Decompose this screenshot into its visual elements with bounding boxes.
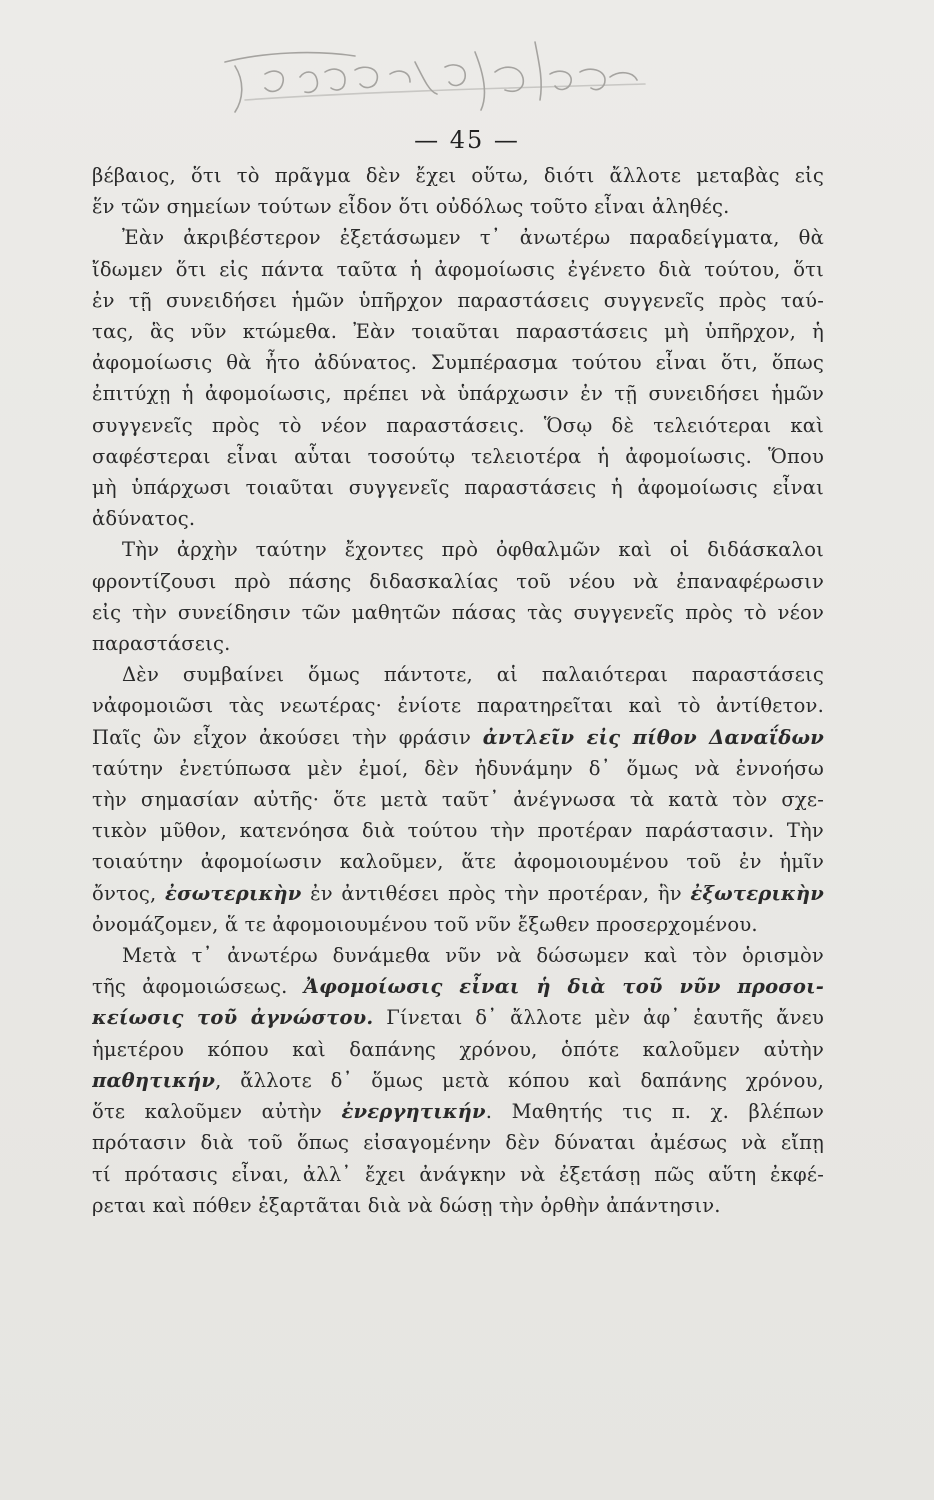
text-run: ὄντος, <box>92 881 166 905</box>
handwritten-signature <box>205 22 655 117</box>
text-line <box>92 1159 824 1190</box>
text-line <box>92 472 824 503</box>
text-line <box>92 566 824 597</box>
text-run: τικὸν μῦθον, κατενόησα διὰ τούτου τὴν προτέραν παράστασιν. Τὴν <box>92 819 824 843</box>
text-run: τί πρότασις εἶναι, ἀλλ᾿ ἔχει ἀνάγκην νὰ ἐξετάσῃ πῶς αὕτη ἐκφέ- <box>92 1162 824 1186</box>
emphasized-term: ἐξωτερικὴν <box>690 881 824 905</box>
text-run: τῆς ἀφομοιώσεως. <box>92 975 304 999</box>
paragraph <box>92 940 824 1221</box>
text-line <box>92 503 824 534</box>
text-run: ἐπιτύχῃ ἡ ἀφομοίωσις, πρέπει νὰ ὑπάρχωσιν ἐν τῇ συνειδήσει ἡμῶν <box>92 382 824 406</box>
text-run: εἰς τὴν συνείδησιν τῶν μαθητῶν πάσας τὰς συγγενεῖς πρὸς τὸ νέον <box>92 600 824 624</box>
text-line <box>92 1190 824 1221</box>
text-line <box>92 878 824 909</box>
text-line <box>92 909 824 940</box>
text-run: ὅτε καλοῦμεν αὐτὴν <box>92 1100 342 1124</box>
emphasized-term: κείωσις τοῦ ἀγνώστου. <box>92 1006 374 1030</box>
text-run: Γίνεται δ᾿ ἄλλοτε μὲν ἀφ᾿ ἑαυτῆς ἄνευ <box>373 1006 824 1030</box>
text-run: βέβαιος, ὅτι τὸ πρᾶγμα δὲν ἔχει οὕτω, διότι ἄλλοτε μεταβὰς εἰς <box>92 164 824 187</box>
text-line <box>92 1065 824 1096</box>
text-line <box>92 971 824 1002</box>
text-run: τοιαύτην ἀφομοίωσιν καλοῦμεν, ἅτε ἀφομοιουμένου τοῦ ἐν ἡμῖν <box>92 850 824 874</box>
text-line <box>92 753 824 784</box>
text-run: ἡμετέρου κόπου καὶ δαπάνης χρόνου, ὁπότε καλοῦμεν αὐτὴν <box>92 1037 824 1061</box>
text-run: σαφέστεραι εἶναι αὗται τοσούτῳ τελειοτέρα ἡ ἀφομοίωσις. Ὅπου <box>92 444 824 468</box>
text-run: φροντίζουσι πρὸ πάσης διδασκαλίας τοῦ νέου νὰ ἐπαναφέρωσιν <box>92 569 824 593</box>
text-run: τὴν σημασίαν αὐτῆς· ὅτε μετὰ ταῦτ᾿ ἀνέγνωσα τὰ κατὰ τὸν σχε- <box>92 788 824 812</box>
text-line <box>92 222 824 253</box>
text-run: ἀδύνατος. <box>92 507 196 531</box>
text-line <box>92 1034 824 1065</box>
emphasized-term: ἀντλεῖν εἰς πίθον Δαναΐδων <box>482 725 824 749</box>
text-line <box>92 347 824 378</box>
text-line <box>92 659 824 690</box>
text-line <box>92 285 824 316</box>
text-line <box>92 628 824 659</box>
text-run: ἐν ἀντιθέσει πρὸς τὴν προτέραν, ἣν <box>301 881 691 905</box>
text-run: Παῖς ὢν εἶχον ἀκούσει τὴν φράσιν <box>92 725 483 749</box>
text-line <box>92 940 824 971</box>
text-run: ρεται καὶ πόθεν ἐξαρτᾶται διὰ νὰ δώσῃ τὴν ὀρθὴν ἀπάντησιν. <box>92 1193 721 1217</box>
emphasized-term: ἐνεργητικήν <box>341 1100 486 1124</box>
text-run: παραστάσεις. <box>92 632 231 656</box>
text-run: ἕν τῶν σημείων τούτων εἶδον ὅτι οὐδόλως τοῦτο εἶναι ἀληθές. <box>92 195 730 219</box>
page-number: — 45 — <box>414 126 520 154</box>
text-run: . Μαθητής τις π. χ. βλέπων <box>485 1100 824 1124</box>
text-run: νἀφομοιῶσι τὰς νεωτέρας· ἐνίοτε παρατηρεῖται καὶ τὸ ἀντίθετον. <box>92 694 824 718</box>
text-run: ἴδωμεν ὅτι εἰς πάντα ταῦτα ἡ ἀφομοίωσις ἐγένετο διὰ τούτου, ὅτι <box>92 257 824 281</box>
paragraph <box>92 659 824 940</box>
signature-ink <box>205 22 655 117</box>
text-line <box>92 690 824 721</box>
text-line <box>92 784 824 815</box>
text-line <box>92 1127 824 1158</box>
paragraph <box>92 160 824 222</box>
text-line <box>92 160 824 191</box>
emphasized-term: Ἀφομοίωσις εἶναι ἡ διὰ τοῦ νῦν προσοι- <box>303 975 824 999</box>
body-text <box>92 160 824 1221</box>
text-line <box>92 191 824 222</box>
text-line <box>92 441 824 472</box>
text-line <box>92 815 824 846</box>
text-run: τας, ἃς νῦν κτώμεθα. Ἐὰν τοιαῦται παραστάσεις μὴ ὑπῆρχον, ἡ <box>92 320 824 344</box>
text-line <box>92 1096 824 1127</box>
text-run: Τὴν ἀρχὴν ταύτην ἔχοντες πρὸ ὀφθαλμῶν καὶ οἱ διδάσκαλοι <box>122 538 824 562</box>
text-run: συγγενεῖς πρὸς τὸ νέον παραστάσεις. Ὅσῳ δὲ τελειότεραι καὶ <box>92 413 824 437</box>
emphasized-term: παθητικήν <box>92 1068 216 1092</box>
text-line <box>92 534 824 565</box>
text-line <box>92 1002 824 1033</box>
text-line <box>92 254 824 285</box>
paragraph <box>92 222 824 534</box>
text-line <box>92 597 824 628</box>
text-run: ταύτην ἐνετύπωσα μὲν ἐμοί, δὲν ἠδυνάμην δ᾿ ὅμως νὰ ἐννοήσω <box>92 756 824 780</box>
paragraph <box>92 534 824 659</box>
text-run: Δὲν συμβαίνει ὅμως πάντοτε, αἱ παλαιότεραι παραστάσεις <box>122 663 824 687</box>
text-line <box>92 846 824 877</box>
text-run: Ἐὰν ἀκριβέστερον ἐξετάσωμεν τ᾿ ἀνωτέρω παραδείγματα, θὰ <box>122 226 824 250</box>
text-run: ὀνομάζομεν, ἅ τε ἀφομοιουμένου τοῦ νῦν ἔξωθεν προσερχομένου. <box>92 912 758 936</box>
text-line <box>92 410 824 441</box>
text-run: πρότασιν διὰ τοῦ ὅπως εἰσαγομένην δὲν δύναται ἀμέσως νὰ εἴπῃ <box>92 1131 824 1155</box>
text-run: ἀφομοίωσις θὰ ἦτο ἀδύνατος. Συμπέρασμα τούτου εἶναι ὅτι, ὅπως <box>92 351 824 375</box>
text-line <box>92 722 824 753</box>
text-run: ἐν τῇ συνειδήσει ἡμῶν ὑπῆρχον παραστάσεις συγγενεῖς πρὸς ταύ- <box>92 288 824 312</box>
text-run: μὴ ὑπάρχωσι τοιαῦται συγγενεῖς παραστάσεις ἡ ἀφομοίωσις εἶναι <box>92 476 824 500</box>
text-line <box>92 316 824 347</box>
text-run: , ἄλλοτε δ᾿ ὅμως μετὰ κόπου καὶ δαπάνης χρόνου, <box>215 1068 824 1092</box>
text-run: Μετὰ τ᾿ ἀνωτέρω δυνάμεθα νῦν νὰ δώσωμεν καὶ τὸν ὁρισμὸν <box>122 944 824 968</box>
emphasized-term: ἐσωτερικὴν <box>165 881 302 905</box>
text-line <box>92 378 824 409</box>
